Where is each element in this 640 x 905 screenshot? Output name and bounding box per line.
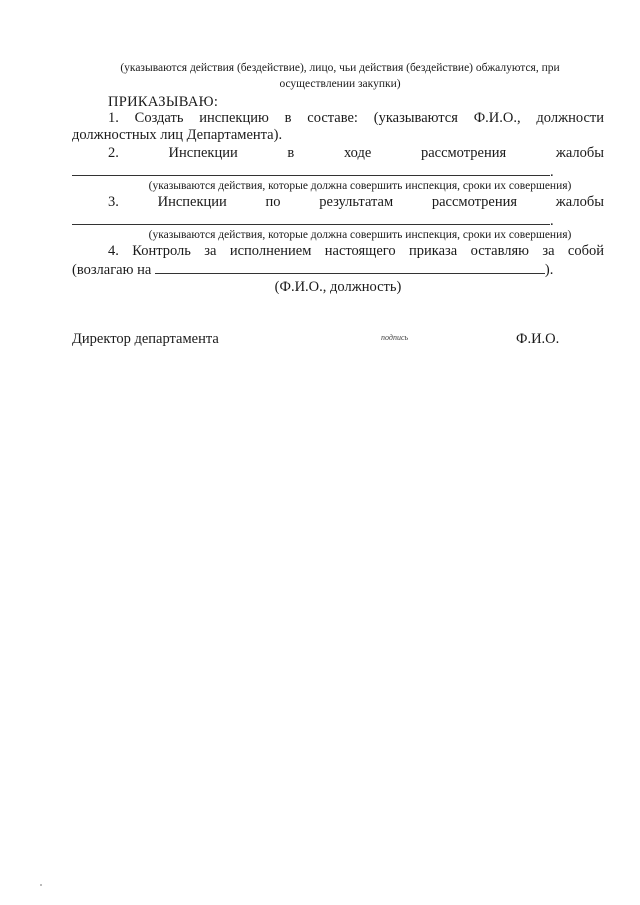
item-4-word: исполнением [229, 243, 312, 259]
item-3-word: результатам [319, 194, 394, 210]
item-4-word: Контроль [132, 243, 191, 259]
item-2-word: в [287, 145, 295, 161]
item-1-word: составе: [307, 110, 358, 126]
item-1-word: 1. [108, 110, 119, 126]
item-4-line-2-start: (возлагаю на [72, 262, 152, 278]
item-2-word: ходе [343, 145, 372, 161]
item-3-fill-line [72, 212, 554, 230]
director-label: Директор департамента [72, 331, 219, 347]
item-3-end: . [550, 213, 554, 229]
item-1-word: в [284, 110, 292, 126]
item-4-word: за [204, 243, 217, 259]
item-4-caption: (Ф.И.О., должность) [274, 279, 402, 295]
item-4-word: приказа [409, 243, 458, 259]
item-1-word: (указываются [373, 110, 458, 126]
item-2-word: 2. [108, 145, 119, 161]
item-2-word: жалобы [555, 145, 604, 161]
item-3-line-1 [108, 194, 604, 211]
item-2-blank [72, 163, 550, 176]
item-1-word: Создать [134, 110, 184, 126]
fio-label: Ф.И.О. [516, 331, 560, 347]
order-heading: ПРИКАЗЫВАЮ: [108, 94, 219, 110]
item-4-line-1 [108, 243, 604, 260]
item-2-caption: (указываются действия, которые должна совершить инспекция, сроки их совершения) [148, 180, 572, 192]
item-4-line-2-end: ). [544, 262, 554, 278]
top-caption-line-2: осуществлении закупки) [279, 78, 401, 90]
signature-label: подпись [381, 333, 409, 342]
item-1-word: должности [536, 110, 604, 126]
item-4-blank [155, 261, 545, 274]
item-3-word: по [265, 194, 281, 210]
item-4-word: собой [567, 243, 604, 259]
item-4-word: оставляю [470, 243, 529, 259]
item-4-word: настоящего [324, 243, 396, 259]
scan-speck [40, 884, 42, 886]
item-2-line-1 [108, 145, 604, 162]
item-3-word: рассмотрения [431, 194, 518, 210]
top-caption-line-1: (указываются действия (бездействие), лицо, чьи действия (бездействие) обжалуются, при [120, 62, 560, 74]
item-4-line-2 [72, 261, 553, 279]
item-3-word: 3. [108, 194, 119, 210]
item-3-blank [72, 212, 550, 225]
item-2-end: . [550, 164, 554, 180]
item-1-line-1 [108, 110, 604, 127]
item-3-caption: (указываются действия, которые должна совершить инспекция, сроки их совершения) [148, 229, 572, 241]
item-3-word: Инспекции [157, 194, 227, 210]
item-2-word: рассмотрения [420, 145, 507, 161]
item-4-word: за [542, 243, 555, 259]
item-2-word: Инспекции [168, 145, 238, 161]
item-1-word: Ф.И.О., [473, 110, 521, 126]
item-3-word: жалобы [555, 194, 604, 210]
item-2-fill-line [72, 163, 554, 181]
item-4-word: 4. [108, 243, 119, 259]
item-1-line-2: должностных лиц Департамента). [72, 127, 283, 143]
item-1-word: инспекцию [199, 110, 269, 126]
